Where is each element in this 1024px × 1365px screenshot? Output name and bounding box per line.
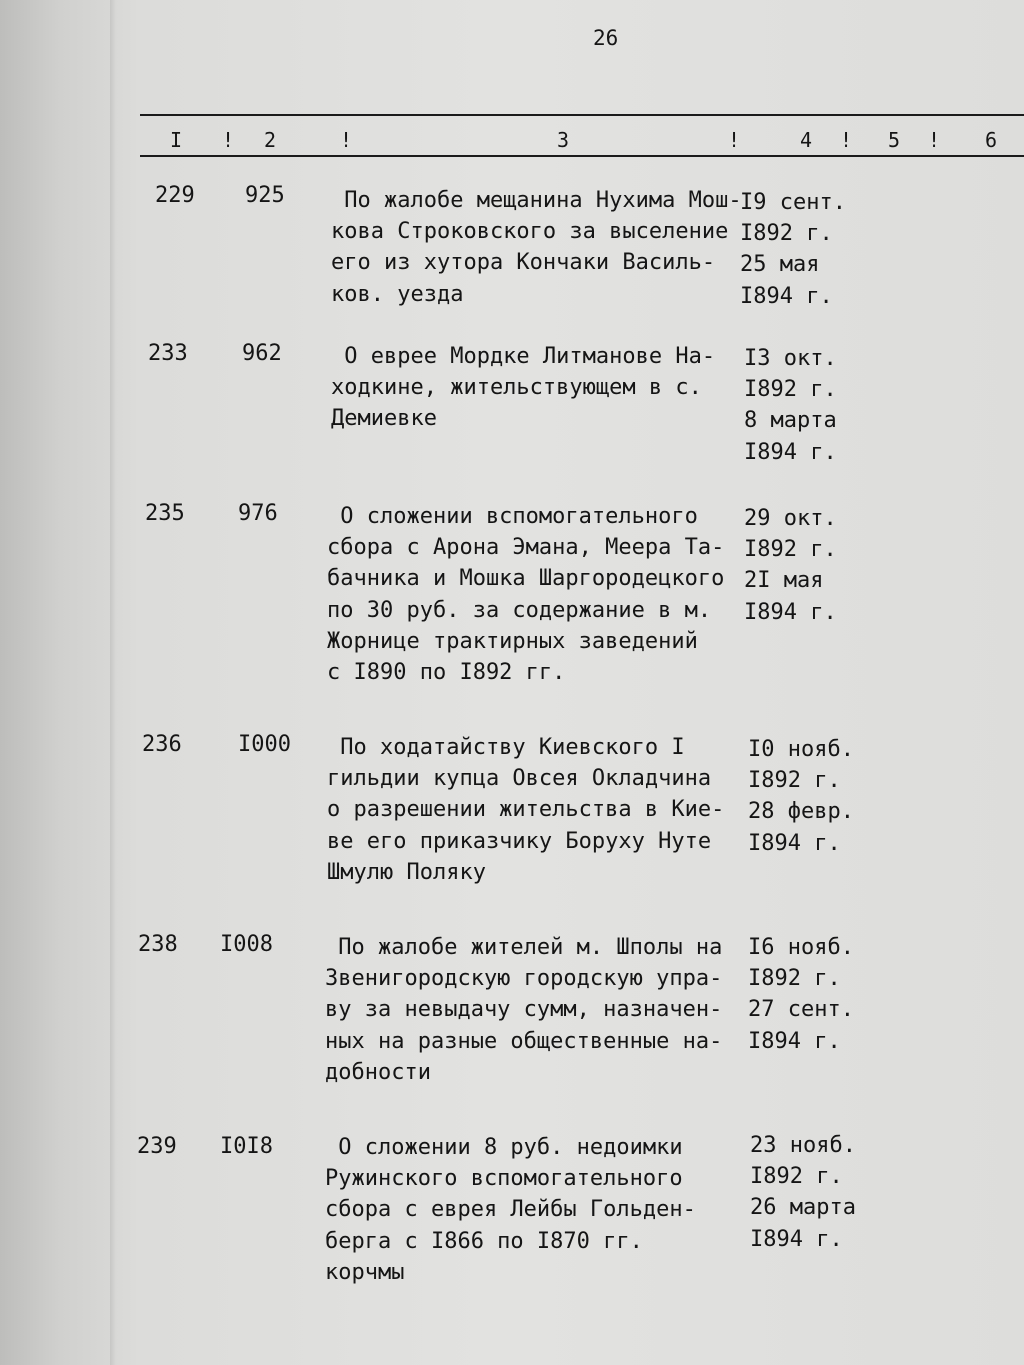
header-col-3: 3: [557, 128, 570, 152]
header-col-1: I: [170, 128, 183, 152]
header-col-6: 6: [985, 128, 998, 152]
record-description: По жалобе жителей м. Шполы на Звенигородскую городскую упра- ву за невыдачу сумм, назначен- ных на разные общественные на- добности: [325, 935, 723, 1085]
page-number: 26: [593, 26, 619, 50]
record-number: 233: [148, 341, 188, 366]
record-description: По ходатайству Киевского I гильдии купца Овсея Окладчина о разрешении жительства в Кие- ве его приказчику Боруху Нуте Шмулю Поляку: [327, 735, 725, 885]
header-separator: !: [840, 128, 853, 152]
header-separator: !: [222, 128, 235, 152]
record-description: О еврее Мордке Литманове На- ходкине, жительствующем в с. Демиевке: [331, 344, 716, 432]
header-separator: !: [340, 128, 353, 152]
header-top-rule: [140, 114, 1024, 116]
record-dates: I3 окт. I892 г. 8 марта I894 г.: [744, 346, 837, 465]
header-separator: !: [728, 128, 741, 152]
file-number: I008: [220, 932, 273, 957]
record-description: О сложении 8 руб. недоимки Ружинского вспомогательного сбора с еврея Лейбы Гольден- берга с I866 по I870 гг. корчмы: [325, 1135, 696, 1285]
record-number: 238: [138, 932, 178, 957]
file-number: 925: [245, 183, 285, 208]
record-description: По жалобе мещанина Нухима Мош- кова Строковского за выселение его из хутора Кончаки Василь- ков. уезда: [331, 188, 742, 307]
file-number: I000: [238, 732, 291, 757]
record-description: О сложении вспомогательного сбора с Арона Эмана, Меера Та- бачника и Мошка Шаргородецкого по 30 руб. за содержание в м. Жорнице трактирных заведений с I890 по I892 гг.: [327, 504, 725, 686]
record-number: 235: [145, 501, 185, 526]
header-col-2: 2: [264, 128, 277, 152]
record-dates: I9 сент. I892 г. 25 мая I894 г.: [740, 190, 846, 309]
file-number: 976: [238, 501, 278, 526]
header-bottom-rule: [140, 155, 1024, 157]
record-number: 239: [137, 1134, 177, 1159]
page-edge-shadow: [110, 0, 116, 1365]
record-dates: I6 нояб. I892 г. 27 сент. I894 г.: [748, 935, 854, 1054]
record-dates: 29 окт. I892 г. 2I мая I894 г.: [744, 506, 837, 625]
header-col-5: 5: [888, 128, 901, 152]
record-number: 229: [155, 183, 195, 208]
file-number: 962: [242, 341, 282, 366]
record-dates: I0 нояб. I892 г. 28 февр. I894 г.: [748, 737, 854, 856]
header-col-4: 4: [800, 128, 813, 152]
file-number: I0I8: [220, 1134, 273, 1159]
record-dates: 23 нояб. I892 г. 26 марта I894 г.: [750, 1133, 856, 1252]
record-number: 236: [142, 732, 182, 757]
header-separator: !: [928, 128, 941, 152]
